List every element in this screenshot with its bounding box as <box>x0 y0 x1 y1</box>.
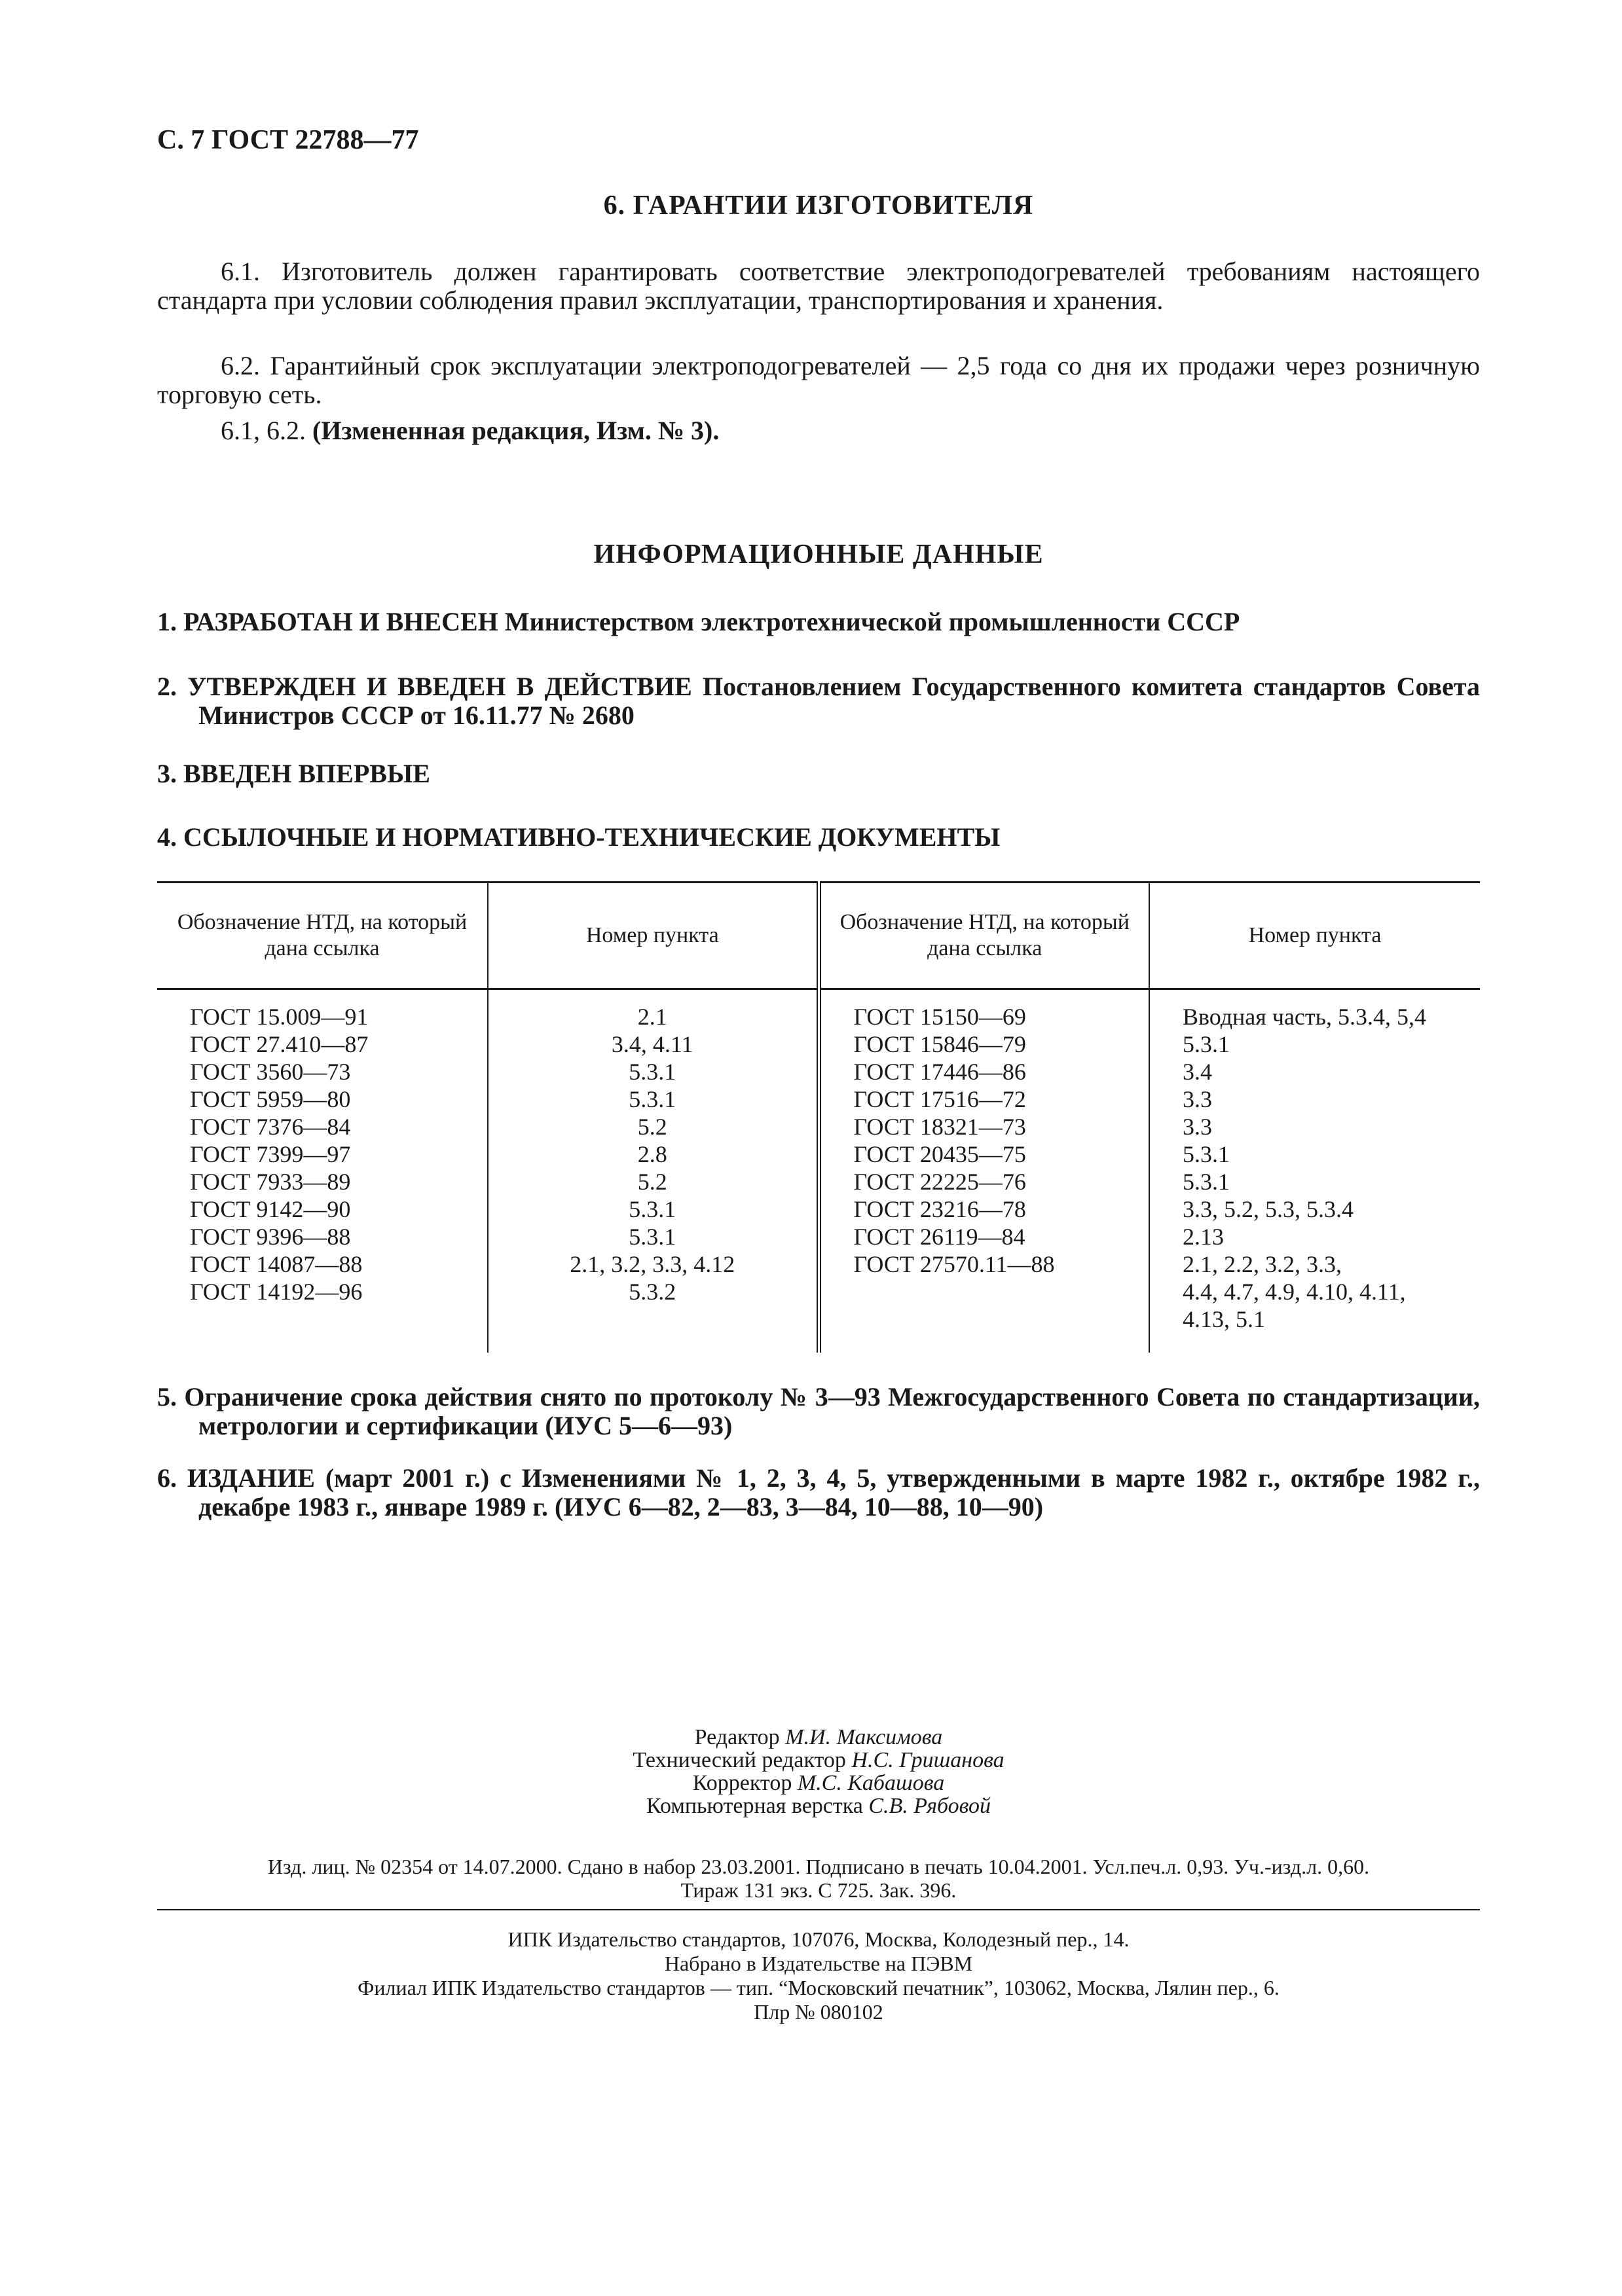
section-title-warranty: 6. ГАРАНТИИ ИЗГОТОВИТЕЛЯ <box>603 191 1034 221</box>
clause-number: 5.3.1 <box>629 1224 676 1250</box>
clause-number: 3.3 <box>1183 1086 1212 1112</box>
info-item-3: 3. ВВЕДЕН ВПЕРВЫЕ <box>157 759 430 788</box>
doc-designation: ГОСТ 7933—89 <box>190 1169 351 1195</box>
doc-designation: ГОСТ 17516—72 <box>853 1086 1026 1112</box>
amendment-clauses: 6.1, 6.2. <box>221 416 306 445</box>
doc-designation: ГОСТ 23216—78 <box>853 1196 1026 1222</box>
doc-designation: ГОСТ 7376—84 <box>190 1114 351 1140</box>
doc-designation: ГОСТ 15150—69 <box>853 1004 1026 1030</box>
left-docs-cell <box>157 989 488 1353</box>
imprint-line-1: Изд. лиц. № 02354 от 14.07.2000. Сдано в набор 23.03.2001. Подписано в печать 10.04.2001. Усл.печ.л. 0,93. Уч.-изд.л. 0,60. <box>267 1855 1370 1878</box>
doc-designation: ГОСТ 17446—86 <box>853 1059 1026 1085</box>
page-header: С. 7 ГОСТ 22788—77 <box>157 125 419 155</box>
credits-block <box>157 1726 1480 1817</box>
imprint-line-6: Плр № 080102 <box>754 2000 883 2024</box>
header-item-left: Номер пункта <box>488 883 819 989</box>
info-item-5: 5. Ограничение срока действия снято по протоколу № 3—93 Межгосударственного Совета по стандартизации, метрологии и сертификации (ИУС 5—6—93) <box>157 1382 1480 1440</box>
imprint-line-2: Тираж 131 экз. С 725. Зак. 396. <box>680 1878 957 1902</box>
credit-corrector-name: М.С. Кабашова <box>797 1771 945 1795</box>
clause-number: 5.3.1 <box>1183 1031 1230 1057</box>
doc-designation: ГОСТ 20435—75 <box>853 1141 1026 1167</box>
doc-designation: ГОСТ 27570.11—88 <box>853 1251 1055 1277</box>
doc-designation: ГОСТ 27.410—87 <box>190 1031 369 1057</box>
references-table <box>157 881 1480 1353</box>
clause-number: 2.13 <box>1183 1224 1224 1250</box>
imprint-divider <box>157 1909 1480 1910</box>
info-item-1: 1. РАЗРАБОТАН И ВНЕСЕН Министерством электротехнической промышленности СССР <box>157 607 1240 636</box>
clause-number: 5.3.1 <box>629 1059 676 1085</box>
credit-editor <box>157 1726 1480 1749</box>
right-docs-cell <box>819 989 1149 1353</box>
credit-tech-editor <box>157 1749 1480 1772</box>
doc-designation: ГОСТ 9396—88 <box>190 1224 351 1250</box>
clause-number: 5.3.1 <box>629 1196 676 1222</box>
clause-number: 4.13, 5.1 <box>1183 1306 1265 1332</box>
clause-number: 2.1 <box>637 1004 667 1030</box>
clause-number: 3.4, 4.11 <box>611 1031 693 1057</box>
right-items-cell <box>1149 989 1480 1353</box>
imprint-line-5: Филиал ИПК Издательство стандартов — тип. “Московский печатник”, 103062, Москва, Лялин пер., 6. <box>358 1976 1280 1999</box>
credit-layout-name: С.В. Рябовой <box>868 1794 991 1818</box>
doc-designation: ГОСТ 3560—73 <box>190 1059 351 1085</box>
clause-number: 2.1, 2.2, 3.2, 3.3, <box>1183 1251 1342 1277</box>
clause-number: 5.2 <box>637 1114 667 1140</box>
header-doc-right: Обозначение НТД, на который дана ссылка <box>819 883 1149 989</box>
info-item-4: 4. ССЫЛОЧНЫЕ И НОРМАТИВНО-ТЕХНИЧЕСКИЕ ДОКУМЕНТЫ <box>157 822 1001 852</box>
doc-designation: ГОСТ 5959—80 <box>190 1086 351 1112</box>
doc-designation: ГОСТ 9142—90 <box>190 1196 351 1222</box>
doc-designation: ГОСТ 7399—97 <box>190 1141 351 1167</box>
header-item-right: Номер пункта <box>1149 883 1480 989</box>
clause-number: 3.3 <box>1183 1114 1212 1140</box>
clause-number: 4.4, 4.7, 4.9, 4.10, 4.11, <box>1183 1279 1406 1305</box>
clause-number: 5.3.1 <box>1183 1141 1230 1167</box>
header-doc-left: Обозначение НТД, на который дана ссылка <box>157 883 488 989</box>
left-items-cell <box>488 989 819 1353</box>
clause-number: 2.1, 3.2, 3.3, 4.12 <box>570 1251 735 1277</box>
doc-designation: ГОСТ 26119—84 <box>853 1224 1025 1250</box>
table-header-row <box>157 883 1480 989</box>
clause-number: 5.2 <box>637 1169 667 1195</box>
credit-layout <box>157 1795 1480 1817</box>
paragraph-6-2: 6.2. Гарантийный срок эксплуатации электроподогревателей — 2,5 года со дня их продажи через розничную торговую сеть. <box>157 351 1480 409</box>
info-item-2: 2. УТВЕРЖДЕН И ВВЕДЕН В ДЕЙСТВИЕ Постановлением Государственного комитета стандартов Совета Министров СССР от 16.11.77 № 2680 <box>157 672 1480 730</box>
clause-number: Вводная часть, 5.3.4, 5,4 <box>1183 1004 1427 1030</box>
doc-designation: ГОСТ 22225—76 <box>853 1169 1026 1195</box>
credit-corrector <box>157 1772 1480 1795</box>
clause-number: 2.8 <box>637 1141 667 1167</box>
doc-designation: ГОСТ 14192—96 <box>190 1279 363 1305</box>
table-body-row <box>157 989 1480 1353</box>
credit-tech-name: Н.С. Гришанова <box>851 1748 1005 1772</box>
paragraph-6-1: 6.1. Изготовитель должен гарантировать соответствие электроподогревателей требованиям настоящего стандарта при условии соблюдения правил эксплуатации, транспортирования и хранения. <box>157 257 1480 315</box>
doc-designation: ГОСТ 15846—79 <box>853 1031 1026 1057</box>
credit-corrector-label: Корректор <box>692 1771 792 1795</box>
info-item-6: 6. ИЗДАНИЕ (март 2001 г.) с Изменениями № 1, 2, 3, 4, 5, утвержденными в марте 1982 г., октябре 1982 г., декабре 1983 г., январе 1989 г. (ИУС 6—82, 2—83, 3—84, 10—88, 10—90) <box>157 1463 1480 1522</box>
credit-tech-label: Технический редактор <box>633 1748 846 1772</box>
imprint-line-3: ИПК Издательство стандартов, 107076, Москва, Колодезный пер., 14. <box>507 1927 1130 1951</box>
section-title-info: ИНФОРМАЦИОННЫЕ ДАННЫЕ <box>593 539 1044 570</box>
clause-number: 5.3.1 <box>1183 1169 1230 1195</box>
clause-number: 3.3, 5.2, 5.3, 5.3.4 <box>1183 1196 1354 1222</box>
clause-number: 5.3.1 <box>629 1086 676 1112</box>
paragraph-amendment-note <box>157 416 1480 445</box>
clause-number: 3.4 <box>1183 1059 1212 1085</box>
imprint-line-4: Набрано в Издательстве на ПЭВМ <box>664 1952 973 1975</box>
clause-number: 5.3.2 <box>629 1279 676 1305</box>
doc-designation: ГОСТ 18321—73 <box>853 1114 1026 1140</box>
doc-designation: ГОСТ 15.009—91 <box>190 1004 369 1030</box>
amendment-text: (Измененная редакция, Изм. № 3). <box>306 416 720 445</box>
credit-editor-label: Редактор <box>694 1725 780 1749</box>
credit-layout-label: Компьютерная верстка <box>646 1794 863 1818</box>
credit-editor-name: М.И. Максимова <box>785 1725 943 1749</box>
doc-designation: ГОСТ 14087—88 <box>190 1251 363 1277</box>
